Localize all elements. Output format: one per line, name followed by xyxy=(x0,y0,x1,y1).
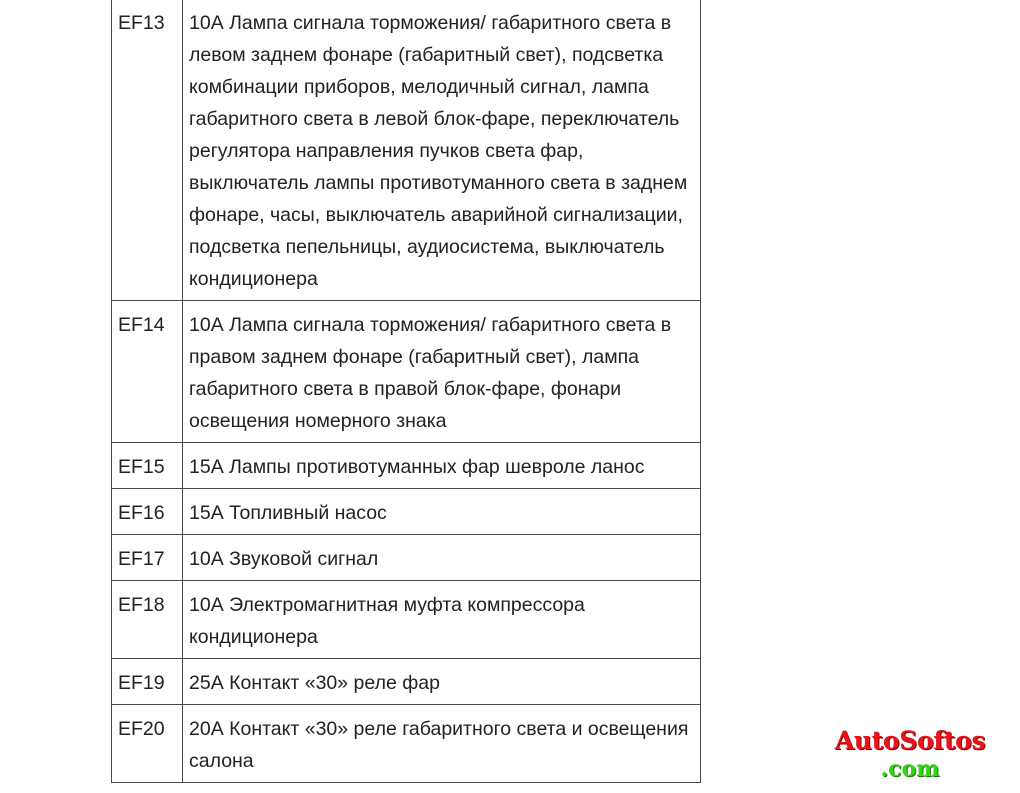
fuse-description: 20А Контакт «30» реле габаритного света и освещения салона xyxy=(183,705,701,783)
fuse-description: 15А Топливный насос xyxy=(183,489,701,535)
fuse-description: 25А Контакт «30» реле фар xyxy=(183,659,701,705)
fuse-description: 10А Звуковой сигнал xyxy=(183,535,701,581)
fuse-code: EF14 xyxy=(112,301,183,443)
fuse-code: EF17 xyxy=(112,535,183,581)
fuse-code: EF15 xyxy=(112,443,183,489)
fuse-description: 15А Лампы противотуманных фар шевроле ланос xyxy=(183,443,701,489)
fuse-table xyxy=(111,0,701,783)
fuse-description: 10А Электромагнитная муфта компрессора кондиционера xyxy=(183,581,701,659)
table-row xyxy=(112,659,701,705)
site-watermark xyxy=(812,726,1008,786)
watermark-domain: .com xyxy=(880,756,940,782)
table-row xyxy=(112,535,701,581)
watermark-name: AutoSoftos xyxy=(834,726,986,755)
table-row xyxy=(112,443,701,489)
fuse-code: EF19 xyxy=(112,659,183,705)
table-row xyxy=(112,0,701,301)
table-row xyxy=(112,489,701,535)
fuse-code: EF20 xyxy=(112,705,183,783)
fuse-code: EF13 xyxy=(112,0,183,301)
fuse-code: EF18 xyxy=(112,581,183,659)
fuse-code: EF16 xyxy=(112,489,183,535)
table-row xyxy=(112,301,701,443)
fuse-description: 10А Лампа сигнала торможения/ габаритного света в правом заднем фонаре (габаритный свет), лампа габаритного света в правой блок-фаре, фонари освещения номерного знака xyxy=(183,301,701,443)
fuse-description: 10А Лампа сигнала торможения/ габаритного света в левом заднем фонаре (габаритный свет), подсветка комбинации приборов, мелодичный сигнал, лампа габаритного света в левой блок-фаре, переключатель регулятора направления пучков света фар, выключатель лампы противотуманного света в заднем фонаре, часы, выключатель аварийной сигнализации, подсветка пепельницы, аудиосистема, выключатель кондиционера xyxy=(183,0,701,301)
table-row xyxy=(112,581,701,659)
table-row xyxy=(112,705,701,783)
